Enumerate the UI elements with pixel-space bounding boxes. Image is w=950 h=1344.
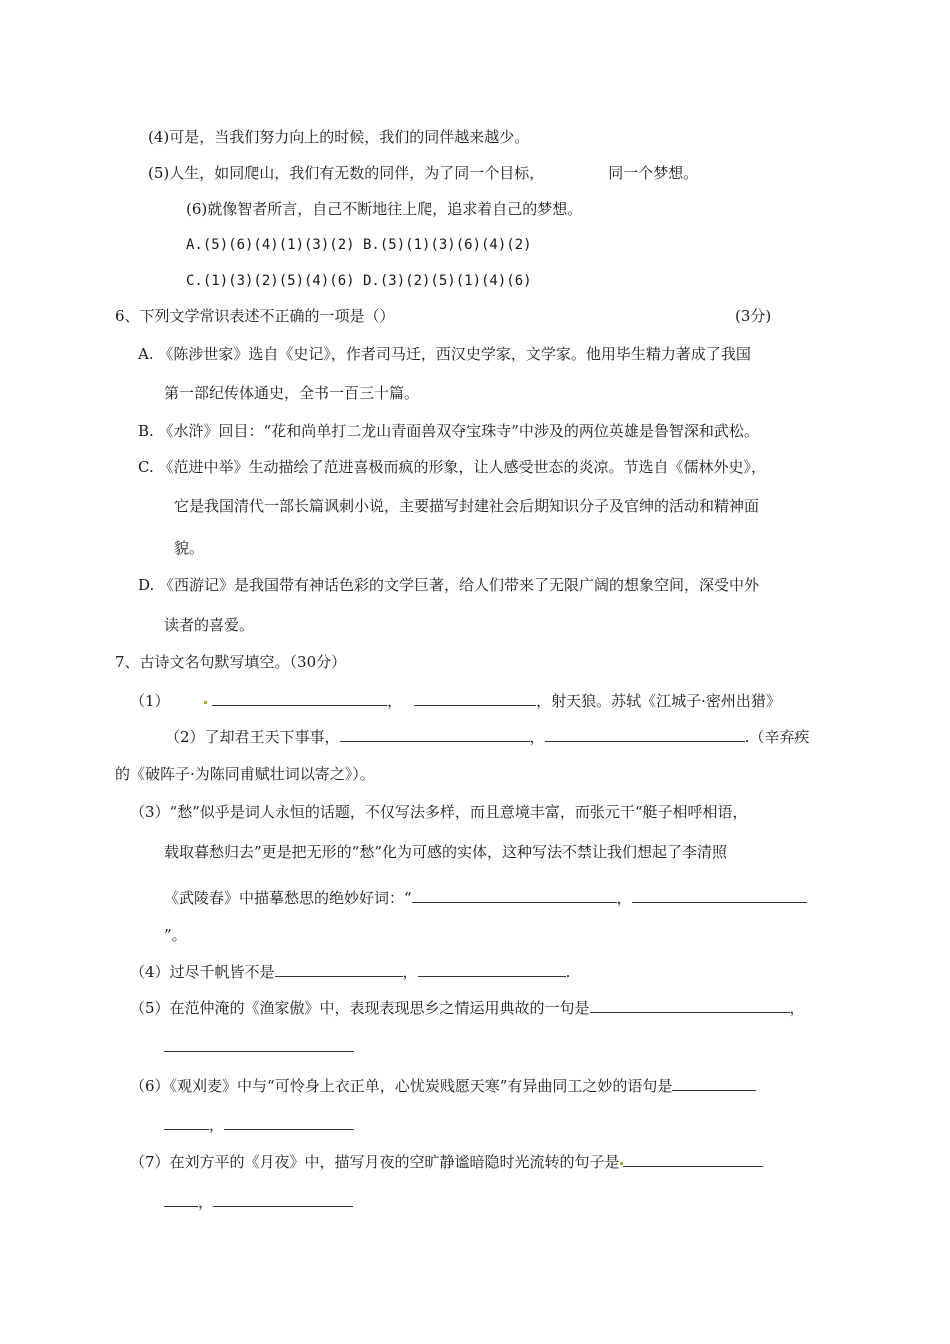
q7-item-6-line2	[164, 1113, 354, 1135]
q7-item-5-text: （5）在范仲淹的《渔家傲》中，表现表现思乡之情运用典故的一句是	[130, 999, 590, 1017]
q7-item-3-line1: （3）“愁”似乎是词人永恒的话题，不仅写法多样，而且意境丰富，而张元干“艇子相呼相语，	[130, 803, 748, 821]
answer-blank[interactable]	[340, 725, 530, 742]
q7-item-6-text: （6）《观刈麦》中与“可怜身上衣正单，心忧炭贱愿天寒”有异曲同工之妙的语句是	[130, 1077, 673, 1095]
q7-item-2	[165, 725, 809, 747]
question-7-stem: 7、古诗文名句默写填空。（30分）	[115, 653, 347, 671]
answer-blank[interactable]	[412, 886, 617, 903]
answer-blank[interactable]	[213, 1190, 353, 1207]
q7-item-3-line4: ”。	[164, 926, 187, 944]
answer-blank[interactable]	[623, 1150, 763, 1167]
q7-item-4-period: .	[565, 963, 571, 981]
answer-blank[interactable]	[164, 1035, 354, 1052]
answer-blank[interactable]	[164, 1190, 198, 1207]
q7-item-5-line2	[164, 1035, 354, 1057]
q7-item-7	[130, 1150, 763, 1172]
options-c-d: C.(1)(3)(2)(5)(4)(6) D.(3)(2)(5)(1)(4)(6)	[186, 273, 532, 289]
q7-item-4	[130, 960, 570, 982]
q6-option-d-line2: 读者的喜爱。	[164, 616, 255, 634]
answer-blank[interactable]	[212, 689, 387, 706]
q7-item-7-comma: ，	[198, 1193, 214, 1211]
q7-item-7-line2	[164, 1190, 353, 1212]
q6-option-c-line1: C. 《范进中举》生动描绘了范进喜极而疯的形象，让人感受世态的炎凉。节选自《儒林外史》，	[138, 458, 766, 476]
q7-item-2-comma: ，	[529, 728, 545, 746]
q6-option-d-line1: D. 《西游记》是我国带有神话色彩的文学巨著，给人们带来了无限广阔的想象空间，深受中外	[138, 576, 760, 594]
highlight-mark	[204, 701, 207, 704]
q7-item-5	[130, 996, 805, 1018]
answer-blank[interactable]	[275, 960, 403, 977]
sentence-6: (6)就像智者所言，自己不断地往上爬，追求着自己的梦想。	[186, 200, 583, 218]
q6-option-a-line2: 第一部纪传体通史，全书一百三十篇。	[164, 384, 420, 402]
q6-option-c-line2: 它是我国清代一部长篇讽刺小说，主要描写封建社会后期知识分子及官绅的活动和精神面	[174, 497, 760, 515]
question-6-stem: 6、下列文学常识表述不正确的一项是（）	[115, 307, 395, 325]
answer-blank[interactable]	[632, 886, 807, 903]
q7-item-6	[130, 1074, 756, 1096]
answer-blank[interactable]	[164, 1113, 209, 1130]
q7-item-6-comma: ，	[209, 1116, 225, 1134]
q7-item-3-line3-text: 《武陵春》中描摹愁思的绝妙好词：“	[164, 889, 412, 907]
q7-item-3-comma: ，	[616, 889, 632, 907]
sentence-5-part1: (5)人生，如同爬山，我们有无数的同伴，为了同一个目标，	[148, 164, 545, 182]
options-a-b: A.(5)(6)(4)(1)(3)(2) B.(5)(1)(3)(6)(4)(2)	[186, 237, 532, 253]
q7-item-1	[130, 689, 781, 711]
q6-option-a-line1: A. 《陈涉世家》选自《史记》，作者司马迁，西汉史学家，文学家。他用毕生精力著成了我国	[138, 345, 751, 363]
sentence-5-part2: 同一个梦想。	[608, 164, 699, 182]
q7-item-1-number: （1）	[130, 692, 170, 710]
q7-item-3-line3	[164, 886, 807, 908]
q6-option-b: B. 《水浒》回目：“花和尚单打二龙山青面兽双夺宝珠寺”中涉及的两位英雄是鲁智深和武松。	[138, 422, 759, 440]
answer-blank[interactable]	[545, 725, 745, 742]
answer-blank[interactable]	[224, 1113, 354, 1130]
answer-blank[interactable]	[414, 689, 536, 706]
sentence-4: (4)可是，当我们努力向上的时候，我们的同伴越来越少。	[148, 128, 530, 146]
q7-item-2-tail: .（辛弃疾	[744, 728, 810, 746]
q7-item-4-text: （4）过尽千帆皆不是	[130, 963, 275, 981]
q7-item-2-head: （2）了却君王天下事事，	[165, 728, 340, 746]
answer-blank[interactable]	[672, 1074, 756, 1091]
question-6-score: (3分)	[735, 307, 772, 325]
q6-option-c-line3: 貌。	[174, 539, 205, 557]
answer-blank[interactable]	[418, 960, 566, 977]
q7-item-2-line2: 的《破阵子·为陈同甫赋壮词以寄之》）。	[115, 765, 375, 783]
q7-item-4-comma: ，	[402, 963, 418, 981]
q7-item-1-comma: ，	[387, 692, 403, 710]
sentence-5	[148, 163, 698, 183]
q7-item-1-tail: ，射天狼。苏轼《江城子·密州出猎》	[536, 692, 781, 710]
answer-blank[interactable]	[590, 996, 790, 1013]
q7-item-5-comma: ，	[789, 999, 805, 1017]
q7-item-7-text: （7）在刘方平的《月夜》中，描写月夜的空旷静谧暗隐时光流转的句子是	[130, 1153, 620, 1171]
q7-item-3-line2: 载取暮愁归去”更是把无形的“愁”化为可感的实体，这种写法不禁让我们想起了李清照	[164, 843, 728, 861]
